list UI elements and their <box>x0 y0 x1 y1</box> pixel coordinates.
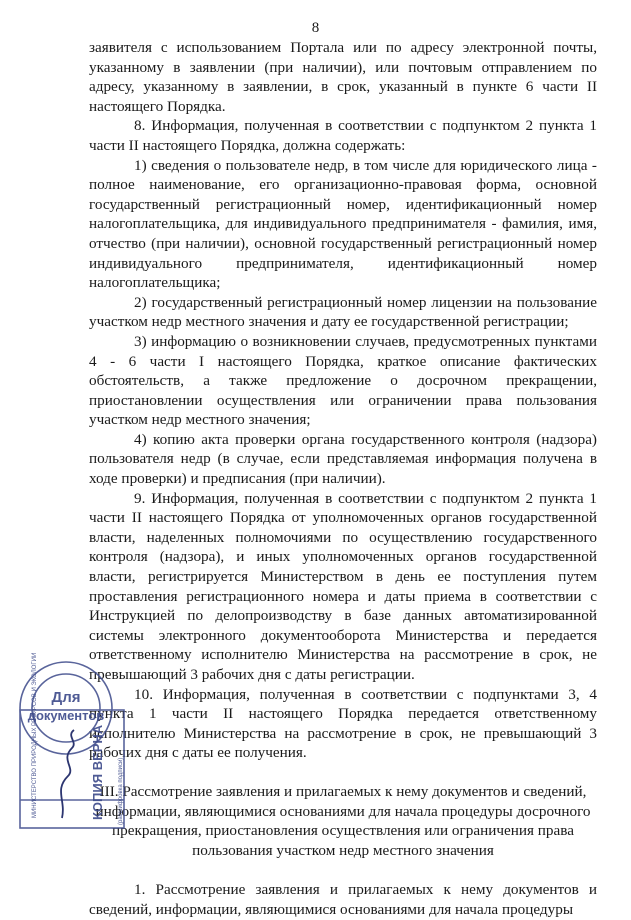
paragraph-8-item-1: 1) сведения о пользователе недр, в том числе для юридического лица - полное наименование, его организационно-правовая форма, основной государственный регистрационный номер, идентификационный номер налогоплательщика, для индивидуального предпринимателя - фамилия, имя, отчество (при наличии), основной государственный регистрационный номер индивидуального предпринимателя, идентификационный номер налогоплательщика; <box>89 156 597 292</box>
paragraph-9: 9. Информация, полученная в соответствии с подпунктом 2 пункта 1 части II настоящего Порядка от уполномоченных органов государственной власти, наделенных полномочиями по осуществлению государственного контроля (надзора), и иных уполномоченных органов государственной власти, регистрируется Министерством в день ее поступления путем проставления регистрационного номера и даты приема в соответствии с Инструкцией по делопроизводству в базе данных автоматизированной системы электронного документооборота Министерства и передается ответственному исполнителю Министерства на рассмотрение в срок, не превышающий 3 рабочих дня с даты регистрации. <box>89 489 597 683</box>
heading-line: информации, являющимися основаниями для начала процедуры досрочного <box>95 802 591 820</box>
heading-line: III. Рассмотрение заявления и прилагаемых к нему документов и сведений, <box>99 782 587 800</box>
document-body <box>89 38 597 920</box>
section-iii-paragraph-1: 1. Рассмотрение заявления и прилагаемых к нему документов и сведений, информации, являющимися основаниями для начала процедуры <box>89 881 597 918</box>
paragraph-8: 8. Информация, полученная в соответствии с подпунктом 2 пункта 1 части II настоящего Порядка, должна содержать: <box>89 117 597 154</box>
stamp-signature-caption: (расшифровка подписи) <box>118 757 124 825</box>
stamp-word-1: Для <box>51 689 81 706</box>
section-iii-heading <box>89 782 597 860</box>
heading-line: прекращения, приостановления осуществления или ограничения права <box>112 822 574 840</box>
paragraph-8-item-4: 4) копию акта проверки органа государственного контроля (надзора) пользователя недр (в случае, если представляемая информация получена в ходе проверки) и предписания (при наличии). <box>89 430 597 488</box>
stamp-word-2: документов <box>27 708 105 723</box>
paragraph-continuation: заявителя с использованием Портала или по адресу электронной почты, указанному в заявлении (при наличии), или почтовым отправлением по адресу, указанному в заявлении, в срок, указанный в пункте 6 части II настоящего Порядка. <box>89 39 597 115</box>
signature-scribble <box>61 730 74 818</box>
stamp-copy-label: КОПИЯ ВЕРНА <box>90 724 105 820</box>
heading-line: пользования участком недр местного значения <box>192 841 494 859</box>
page-number: 8 <box>311 20 320 36</box>
paragraph-8-item-2: 2) государственный регистрационный номер лицензии на пользование участком недр местного значения и дату ее государственной регистрации; <box>89 293 597 331</box>
paragraph-10: 10. Информация, полученная в соответствии с подпунктами 3, 4 пункта 1 части II настоящего Порядка передается ответственному исполнителю Министерства на рассмотрение в срок, не превышающий 3 рабочих дня с даты ее получения. <box>89 685 597 762</box>
paragraph-8-item-3: 3) информацию о возникновении случаев, предусмотренных пунктами 4 - 6 части I настоящего Порядка, краткое описание фактических обстоятельств, а также предложение о досрочном прекращении, приостановлении осуществления или ограничении права пользования участком недр местного значения; <box>89 332 597 429</box>
stamp-org-text: МИНИСТЕРСТВО ПРИРОДНЫХ РЕСУРСОВ И ЭКОЛОГИИ <box>32 652 38 818</box>
